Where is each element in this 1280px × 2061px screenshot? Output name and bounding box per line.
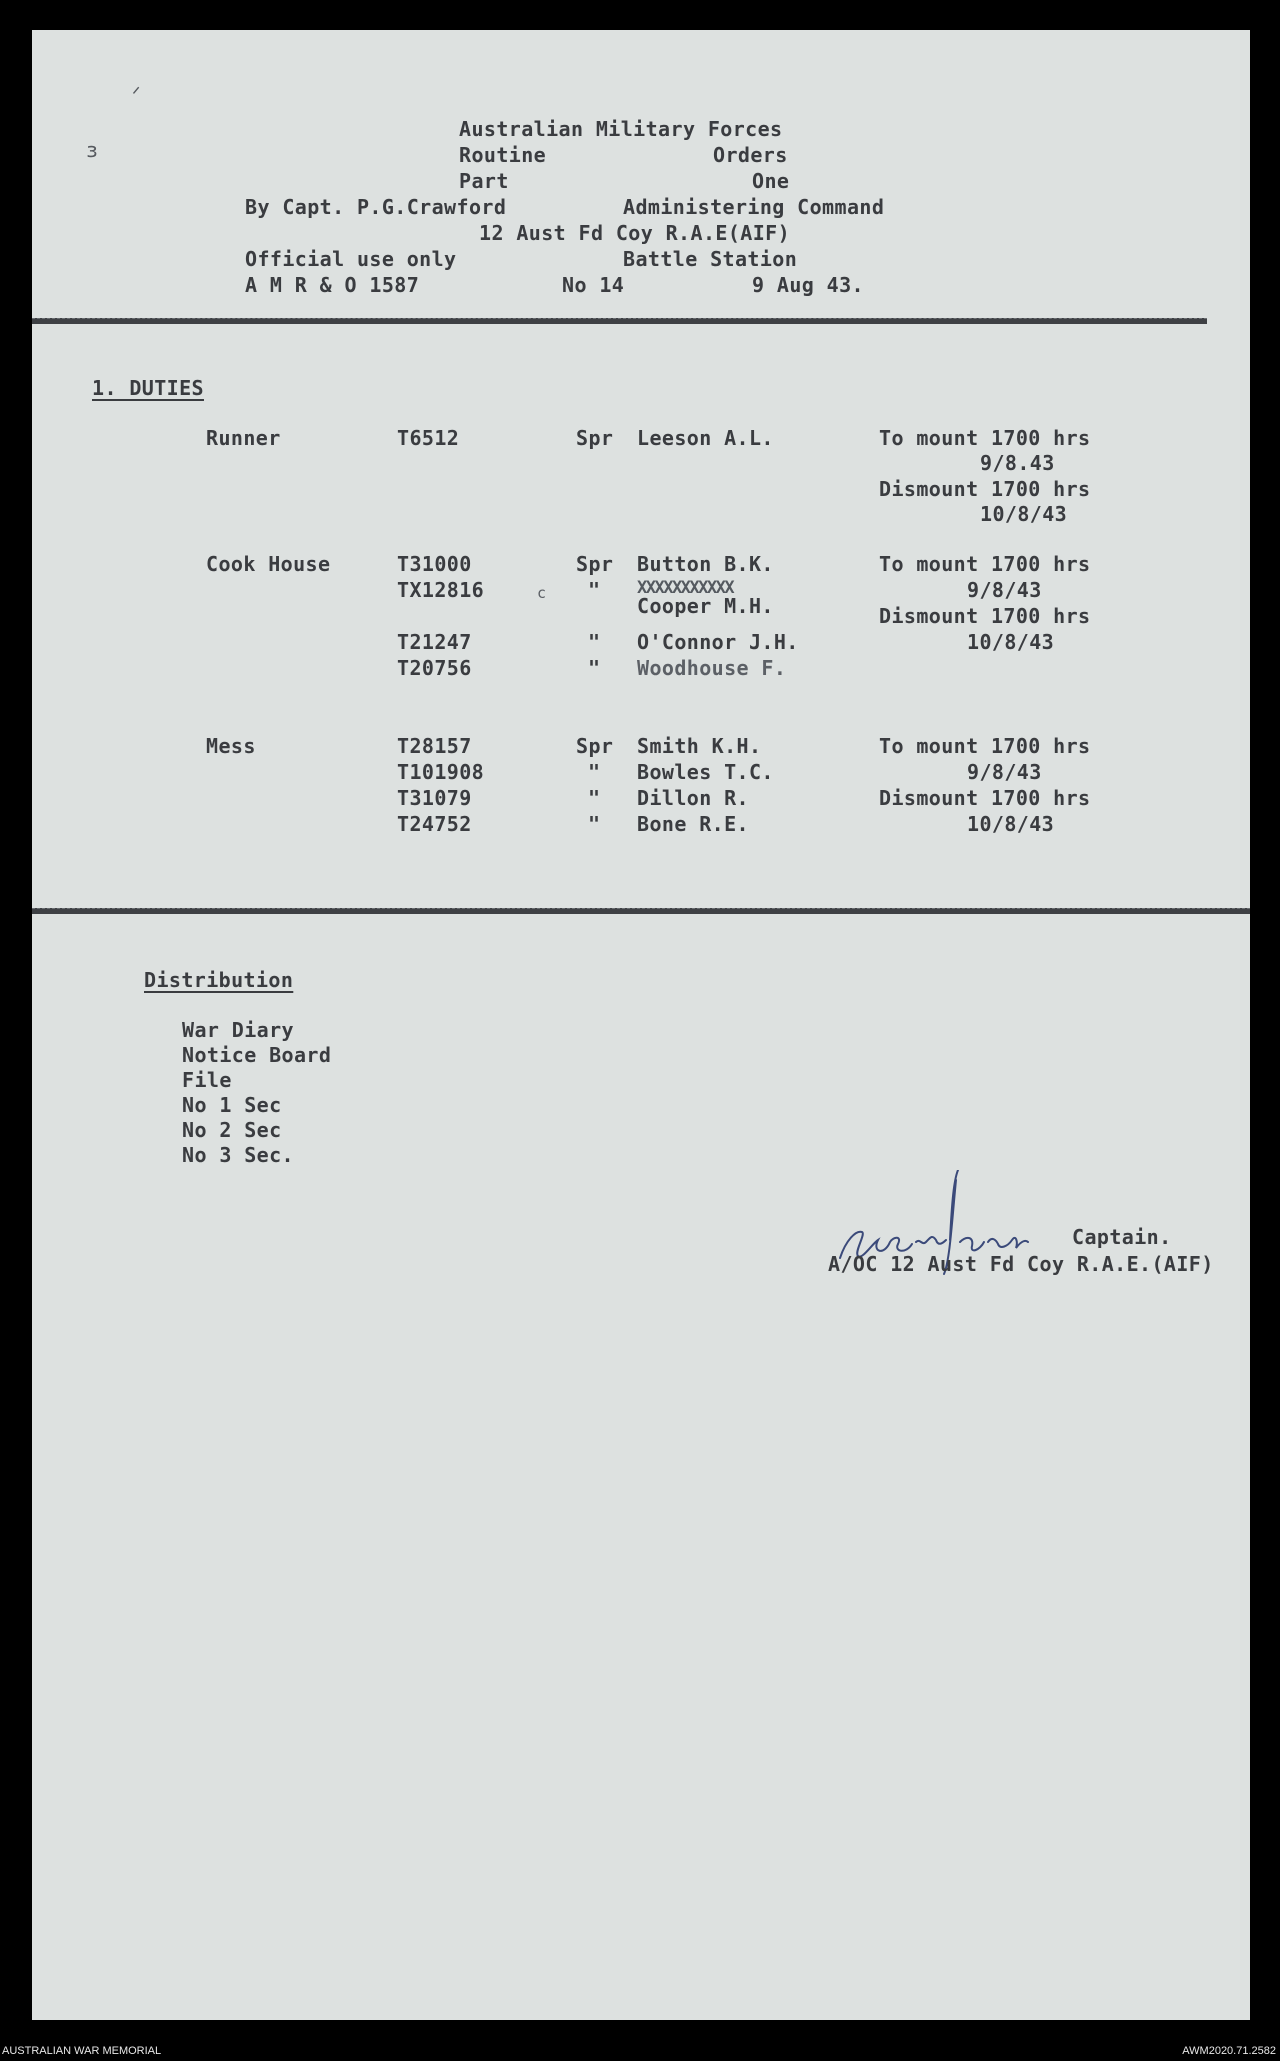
header-official: Official use only [245,247,457,271]
duties-heading: 1. DUTIES [92,376,204,400]
cookhouse-rank: " [588,630,601,654]
mess-rank: " [588,786,601,810]
runner-rank: Spr [576,426,614,450]
header-part: Part [459,169,509,193]
runner-dismount: Dismount 1700 hrs [879,477,1091,501]
cookhouse-number: T21247 [397,630,472,654]
cookhouse-name: O'Connor J.H. [637,630,799,654]
mess-dismount-date: 10/8/43 [967,812,1055,836]
signature-role: A/OC 12 Aust Fd Coy R.A.E.(AIF) [828,1252,1214,1276]
document-page [32,30,1250,2020]
cookhouse-number: TX12816 [397,578,485,602]
mess-name: Bone R.E. [637,812,749,836]
cookhouse-number: T20756 [397,656,472,680]
cookhouse-mount: To mount 1700 hrs [879,552,1091,576]
distribution-item: No 2 Sec [182,1118,282,1142]
stray-mark: ᐟ [132,82,141,106]
cookhouse-rank: " [588,656,601,680]
runner-mount: To mount 1700 hrs [879,426,1091,450]
cookhouse-number: T31000 [397,552,472,576]
cookhouse-dismount-date: 10/8/43 [967,630,1055,654]
footer-left: AUSTRALIAN WAR MEMORIAL [2,2045,162,2057]
mess-dismount: Dismount 1700 hrs [879,786,1091,810]
mess-rank: " [588,812,601,836]
mess-number: T24752 [397,812,472,836]
signature-title: Captain. [1072,1225,1172,1249]
runner-name: Leeson A.L. [637,426,774,450]
runner-number: T6512 [397,426,460,450]
cookhouse-rank: Spr [576,552,614,576]
header-amr: A M R & O 1587 [245,273,420,297]
cookhouse-name: Woodhouse F. [637,656,787,680]
mess-rank: " [588,760,601,784]
mess-label: Mess [206,734,256,758]
header-one: One [752,169,790,193]
rule-middle [32,908,1250,914]
rule-top [32,318,1207,324]
header-admin: Administering Command [623,195,885,219]
header-no: No 14 [562,273,625,297]
distribution-heading: Distribution [144,968,294,992]
runner-dismount-date: 10/8/43 [980,502,1068,526]
runner-mount-date: 9/8.43 [980,451,1055,475]
distribution-item: No 1 Sec [182,1093,282,1117]
cookhouse-mount-date: 9/8/43 [967,578,1042,602]
cookhouse-mark: c [537,584,547,602]
mess-number: T31079 [397,786,472,810]
mess-rank: Spr [576,734,614,758]
cookhouse-name: Button B.K. [637,552,774,576]
header-by: By Capt. P.G.Crawford [245,195,507,219]
header-orders: Orders [713,143,788,167]
distribution-item: Notice Board [182,1043,332,1067]
mess-number: T28157 [397,734,472,758]
distribution-item: No 3 Sec. [182,1143,294,1167]
distribution-item: War Diary [182,1018,294,1042]
mess-name: Smith K.H. [637,734,762,758]
cookhouse-rank: " [588,578,601,602]
mess-number: T101908 [397,760,485,784]
footer-right: AWM2020.71.2582 [1182,2045,1276,2057]
header-unit: 12 Aust Fd Coy R.A.E(AIF) [479,221,791,245]
header-date: 9 Aug 43. [752,273,864,297]
cookhouse-struck-name: XXXXXXXXXXX [637,578,734,598]
header-routine: Routine [459,143,547,167]
cookhouse-dismount: Dismount 1700 hrs [879,604,1091,628]
mess-mount: To mount 1700 hrs [879,734,1091,758]
stray-mark: ɜ [86,138,99,162]
runner-label: Runner [206,426,281,450]
cookhouse-label: Cook House [206,552,331,576]
mess-mount-date: 9/8/43 [967,760,1042,784]
mess-name: Dillon R. [637,786,749,810]
header-title: Australian Military Forces [459,117,783,141]
distribution-item: File [182,1068,232,1092]
mess-name: Bowles T.C. [637,760,774,784]
header-battle: Battle Station [623,247,798,271]
cookhouse-name: Cooper M.H. [637,594,774,618]
